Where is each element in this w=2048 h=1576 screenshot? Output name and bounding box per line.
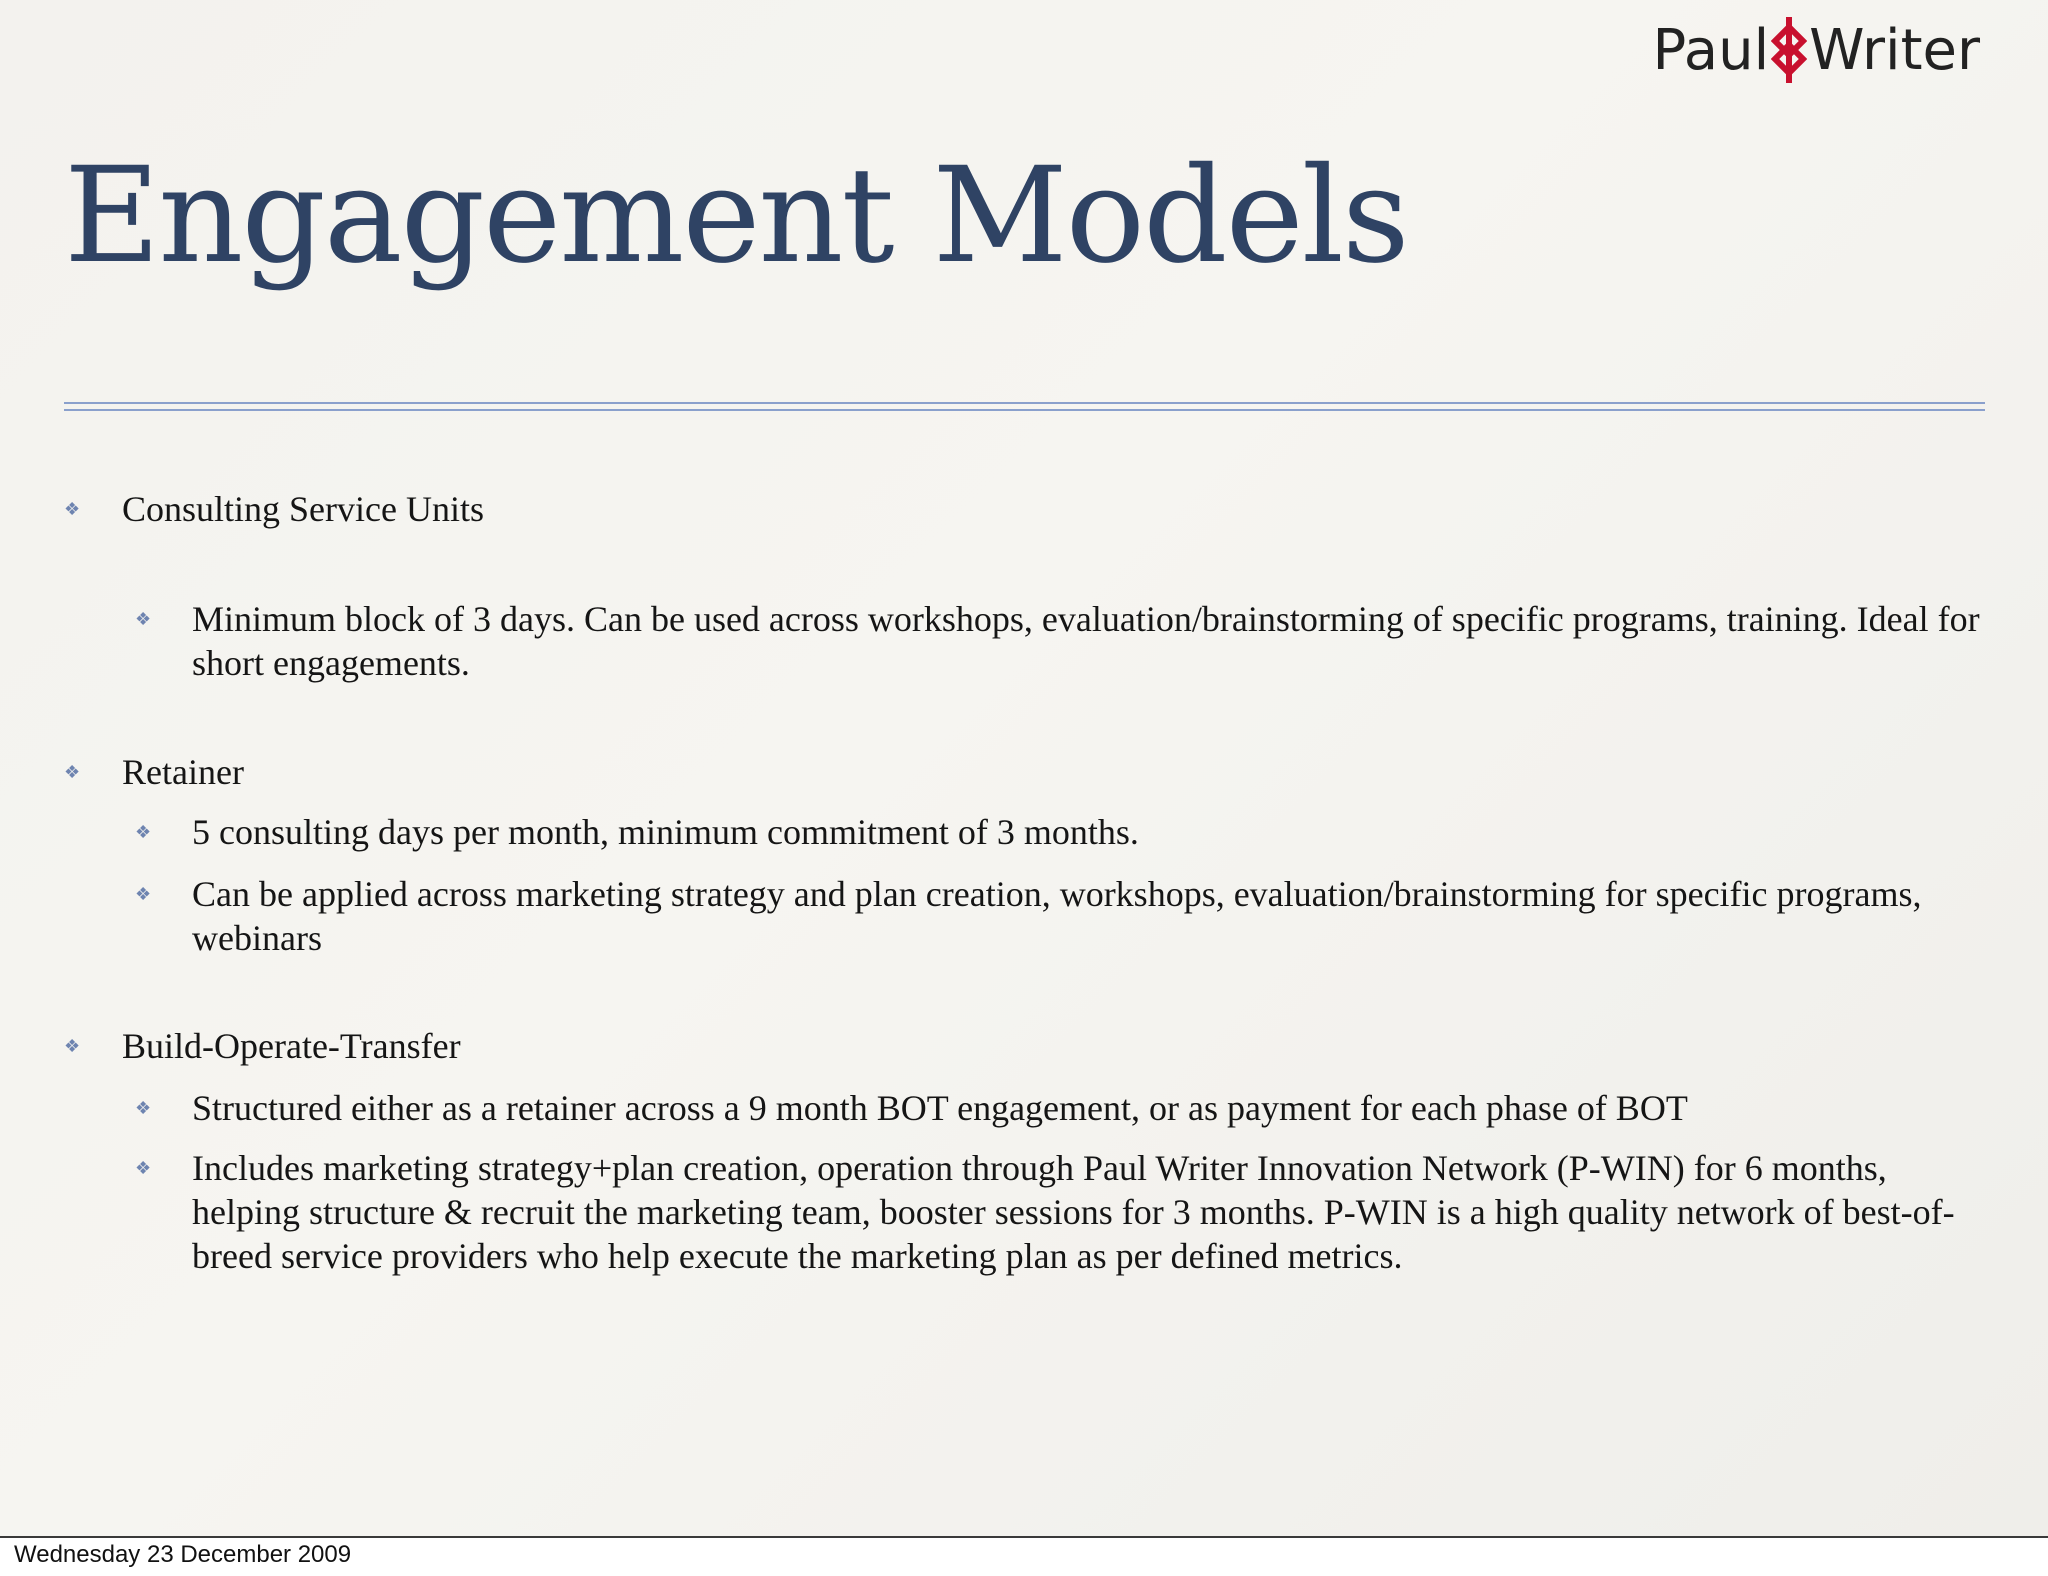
bullet-icon: ❖ <box>135 1158 152 1178</box>
bullet-icon: ❖ <box>135 609 152 629</box>
sub-list-item <box>135 1086 1982 1130</box>
sub-list-item-text: 5 consulting days per month, minimum commitment of 3 months. <box>192 812 1139 852</box>
sub-list-item <box>135 597 1982 685</box>
sub-list-item <box>135 1146 1982 1278</box>
bullet-icon: ❖ <box>135 1098 152 1118</box>
sub-list-item-text: Structured either as a retainer across a 9 month BOT engagement, or as payment for each phase of BOT <box>192 1088 1688 1128</box>
list-item-retainer <box>64 750 1962 794</box>
bullet-icon: ❖ <box>64 499 81 519</box>
bullet-icon: ❖ <box>135 884 152 904</box>
sub-list-item-text: Includes marketing strategy+plan creation, operation through Paul Writer Innovation Network (P-WIN) for 6 months, helping structure & recruit the marketing team, booster sessions for 3 months. P-WIN is a high quality network of best-of-breed service providers who help execute the marketing plan as per defined metrics. <box>192 1148 1955 1276</box>
title-divider <box>64 402 1985 411</box>
sub-list-item <box>135 810 1982 854</box>
logo-emblem-icon <box>1771 15 1807 85</box>
page-title: Engagement Models <box>64 139 1408 293</box>
list-item-text: Build-Operate-Transfer <box>122 1026 461 1066</box>
bullet-icon: ❖ <box>64 1036 81 1056</box>
logo-text-writer: Writer <box>1809 17 1980 83</box>
sub-list-item <box>135 872 1982 960</box>
list-item-text: Consulting Service Units <box>122 489 484 529</box>
list-item-text: Retainer <box>122 752 244 792</box>
footer-date: Wednesday 23 December 2009 <box>14 1541 352 1568</box>
paul-writer-logo <box>1653 14 1981 86</box>
list-item-consulting-service-units <box>64 487 1962 531</box>
bullet-icon: ❖ <box>64 762 81 782</box>
logo-text-paul: Paul <box>1652 17 1770 83</box>
sub-list-item-text: Can be applied across marketing strategy and plan creation, workshops, evaluation/brainstorming for specific programs, webinars <box>192 874 1922 958</box>
sub-list-item-text: Minimum block of 3 days. Can be used across workshops, evaluation/brainstorming of specific programs, training. Ideal for short engagements. <box>192 599 1980 683</box>
bullet-icon: ❖ <box>135 822 152 842</box>
list-item-build-operate-transfer <box>64 1024 1962 1068</box>
